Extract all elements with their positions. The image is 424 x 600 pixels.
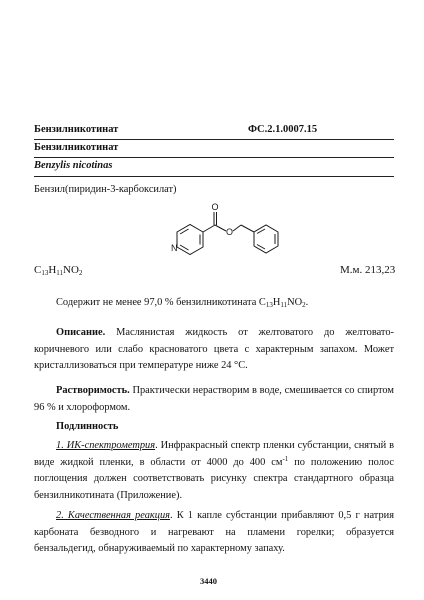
- monograph-code: ФС.2.1.0007.15: [248, 124, 318, 135]
- ester-oxygen-label: O: [226, 227, 234, 237]
- description-section: [34, 325, 394, 375]
- solubility-section: [34, 383, 394, 416]
- molar-mass: М.м. 213,23: [340, 264, 396, 276]
- chemical-name: Бензил(пиридин-3-карбоксилат): [34, 184, 177, 195]
- structural-formula: [160, 200, 290, 264]
- header-rule-middle: [34, 157, 394, 158]
- ir-label: 1. ИК-спектрометрия: [56, 440, 156, 451]
- monograph-title: Бензилникотинат: [34, 124, 119, 135]
- solubility-label: Растворимость.: [56, 385, 130, 396]
- content-statement: Содержит не менее 97,0 % бензилникотината $C_{13}H_{11}NO_2$.: [56, 297, 309, 309]
- solubility-text: Практически нерастворим в воде, смешивается со спиртом 96 % и хлороформом.: [34, 385, 394, 413]
- identity-heading: Подлинность: [56, 421, 119, 432]
- qualitative-reaction-section: 2. Качественная реакция. К 1 капле субстанции прибавляют 0,5 г натрия карбоната безводного и нагревают на пламени горелки; образуется бензальдегид, обнаруживаемый по характерному запаху.: [34, 510, 395, 555]
- carbonyl-oxygen-label: O: [211, 202, 219, 212]
- pyridine-ring: [177, 225, 203, 255]
- ir-section: 1. ИК-спектрометрия. Инфракрасный спектр пленки субстанции, снятый в виде жидкой пленки, в области от 4000 до 400 $см^{-1}$ по положению полос поглощения должен соответствовать рисунку спектра стандартного образца бензилникотината (Приложение).: [34, 440, 394, 501]
- description-label: Описание.: [56, 327, 106, 338]
- latin-title: Benzylis nicotinas: [34, 160, 113, 171]
- header-rule-top: [34, 139, 394, 140]
- nitrogen-atom-label: N: [171, 243, 178, 253]
- monograph-title-repeat: Бензилникотинат: [34, 142, 119, 153]
- page-number: 3440: [200, 576, 217, 586]
- header-rule-bottom: [34, 176, 394, 177]
- description-text: Маслянистая жидкость от желтоватого до желтовато-коричневого или слабо красноватого цвета с характерным запахом. Может кристаллизоваться при температуре ниже 24 °С.: [34, 327, 394, 372]
- benzene-ring: [254, 225, 278, 253]
- qualitative-reaction-label: 2. Качественная реакция: [56, 510, 170, 521]
- molecular-formula: $C_{13}H_{11}NO_2$: [34, 264, 83, 277]
